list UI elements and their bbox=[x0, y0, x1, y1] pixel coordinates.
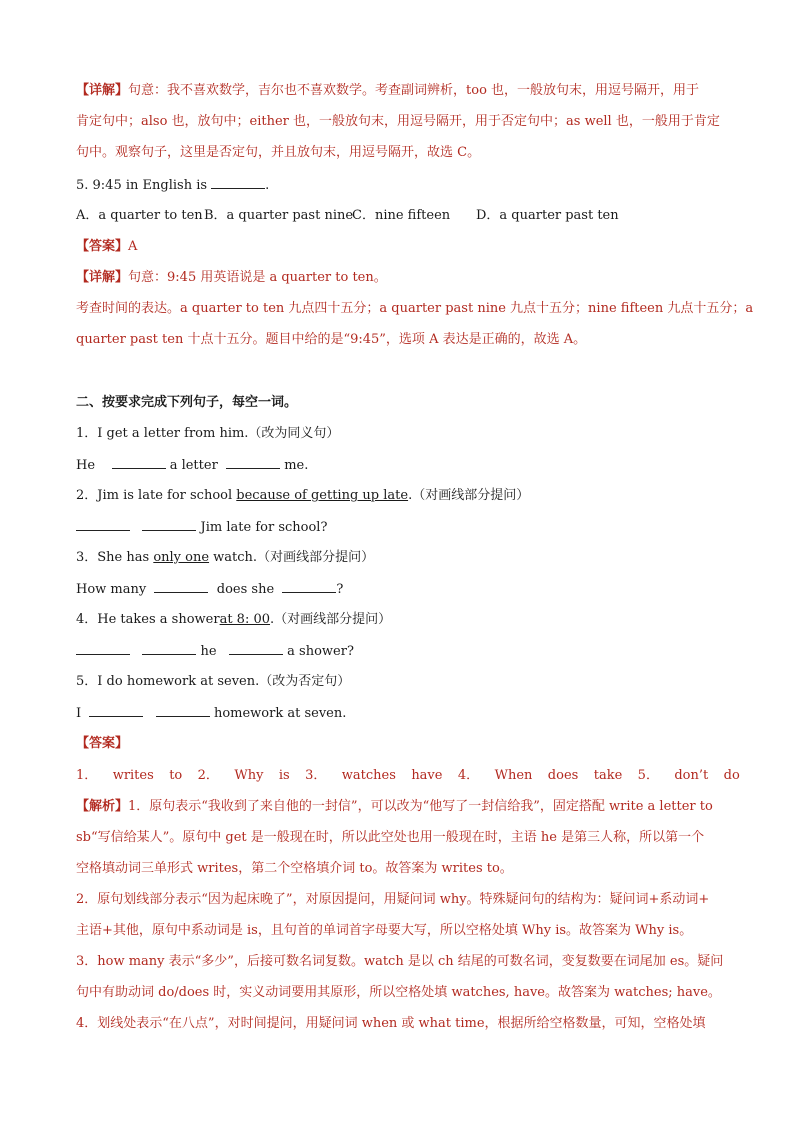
answer-item: 3． bbox=[305, 768, 327, 783]
q5-answer: 【答案】A bbox=[76, 239, 138, 254]
answer-blank bbox=[76, 642, 130, 655]
s2-a1: He a letter me. bbox=[76, 458, 309, 473]
answer-blank bbox=[89, 704, 143, 717]
answer-item: Why bbox=[234, 768, 264, 783]
answer-item: 1． bbox=[76, 768, 98, 783]
answer-item: watches bbox=[341, 768, 396, 783]
underlined-part: at 8: 00 bbox=[219, 612, 271, 627]
s2-analysis-2: sb“写信给某人”。原句中 get 是一般现在时，所以此空处也用一般现在时，主语 he 是第三人称，所以第一个 bbox=[76, 830, 705, 845]
answer-item: 2． bbox=[197, 768, 219, 783]
s2-analysis-6: 3．how many 表示“多少”，后接可数名词复数。watch 是以 ch 结尾的可数名词，变复数要在词尾加 es。疑问 bbox=[76, 954, 724, 969]
s2-answers-row bbox=[76, 767, 740, 785]
answer-blank bbox=[211, 176, 265, 189]
answer-item: 5． bbox=[637, 768, 659, 783]
prev-explain-line-2: 肯定句中；also 也，放句中；either 也，一般放句末，用逗号隔开，用于否定句中；as well 也，一般用于肯定 bbox=[76, 114, 720, 129]
s2-a2: Jim late for school? bbox=[76, 518, 327, 537]
s2-q1: 1．I get a letter from him.（改为同义句） bbox=[76, 426, 340, 441]
underlined-part: only one bbox=[153, 550, 210, 565]
s2-analysis-1: 【解析】1．原句表示“我收到了来自他的一封信”，可以改为“他写了一封信给我”，固定搭配 write a letter to bbox=[76, 799, 713, 814]
q5-options bbox=[76, 207, 619, 225]
s2-analysis-3: 空格填动词三单形式 writes，第二个空格填介词 to。故答案为 writes to。 bbox=[76, 861, 513, 876]
s2-q5: 5．I do homework at seven.（改为否定句） bbox=[76, 674, 351, 689]
answer-blank bbox=[226, 456, 280, 469]
q5-stem: 5. 9:45 in English is . bbox=[76, 178, 270, 193]
s2-analysis-5: 主语+其他，原句中系动词是 is，且句首的单词首字母要大写，所以空格处填 Why is。故答案为 Why is。 bbox=[76, 923, 693, 938]
answer-item: to bbox=[169, 768, 183, 783]
answer-blank bbox=[282, 580, 336, 593]
answer-blank bbox=[229, 642, 283, 655]
q5-explain-3: quarter past ten 十点十五分。题目中给的是“9:45”，选项 A 表达是正确的，故选 A。 bbox=[76, 332, 587, 347]
s2-a5: I homework at seven. bbox=[76, 706, 347, 721]
option-b: B．a quarter past nine bbox=[204, 208, 354, 223]
option-c: C．nine fifteen bbox=[352, 208, 451, 223]
q5-explain-1: 【详解】句意：9:45 用英语说是 a quarter to ten。 bbox=[76, 270, 387, 285]
answer-blank bbox=[156, 704, 210, 717]
s2-q4: 4．He takes a showerat 8: 00.（对画线部分提问） bbox=[76, 612, 392, 627]
answer-item: do bbox=[723, 768, 740, 783]
option-d: D．a quarter past ten bbox=[476, 208, 619, 223]
answer-blank bbox=[154, 580, 208, 593]
s2-analysis-7: 句中有助动词 do/does 时，实义动词要用其原形，所以空格处填 watches, have。故答案为 watches; have。 bbox=[76, 985, 721, 1000]
answer-item: have bbox=[411, 768, 443, 783]
answer-item: take bbox=[593, 768, 623, 783]
option-a: A．a quarter to ten bbox=[76, 208, 203, 223]
answer-blank bbox=[142, 518, 196, 531]
s2-answer-tag: 【答案】 bbox=[76, 736, 129, 751]
answer-item: is bbox=[278, 768, 290, 783]
underlined-part: because of getting up late bbox=[236, 488, 409, 503]
prev-explain-line-1: 【详解】句意：我不喜欢数学，吉尔也不喜欢数学。考查副词辨析，too 也，一般放句末，用逗号隔开，用于 bbox=[76, 83, 700, 98]
answer-item: don’t bbox=[674, 768, 709, 783]
answer-item: When bbox=[494, 768, 533, 783]
prev-explain-line-3: 句中。观察句子，这里是否定句，并且放句末，用逗号隔开，故选 C。 bbox=[76, 145, 481, 160]
s2-analysis-4: 2．原句划线部分表示“因为起床晚了”，对原因提问，用疑问词 why。特殊疑问句的结构为：疑问词+系动词+ bbox=[76, 892, 710, 907]
s2-a4: he a shower? bbox=[76, 642, 354, 661]
answer-item: does bbox=[547, 768, 579, 783]
section-title: 二、按要求完成下列句子，每空一词。 bbox=[76, 395, 298, 410]
s2-a3: How many does she ? bbox=[76, 582, 344, 597]
q5-explain-2: 考查时间的表达。a quarter to ten 九点四十五分；a quarter past nine 九点十五分；nine fifteen 九点十五分；a bbox=[76, 301, 754, 316]
s2-q2: 2．Jim is late for school because of getting up late.（对画线部分提问） bbox=[76, 488, 530, 503]
answer-blank bbox=[112, 456, 166, 469]
answer-item: writes bbox=[112, 768, 154, 783]
s2-q3: 3．She has only one watch.（对画线部分提问） bbox=[76, 550, 375, 565]
answer-blank bbox=[76, 518, 130, 531]
s2-analysis-8: 4．划线处表示“在八点”，对时间提问，用疑问词 when 或 what time，根据所给空格数量，可知，空格处填 bbox=[76, 1016, 706, 1031]
explain-tag: 【详解】 bbox=[76, 83, 129, 98]
answer-blank bbox=[142, 642, 196, 655]
answer-item: 4． bbox=[457, 768, 480, 783]
